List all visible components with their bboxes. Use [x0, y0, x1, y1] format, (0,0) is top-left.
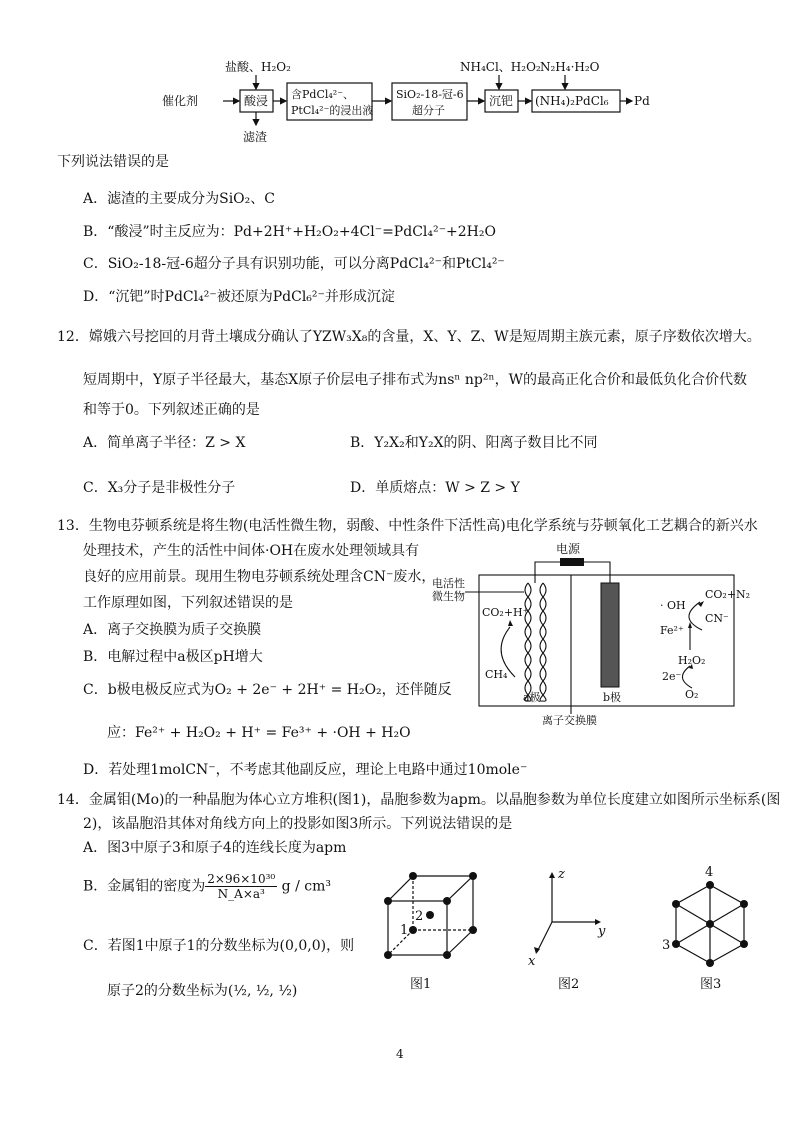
- electrode-a-coil: [525, 583, 546, 701]
- density-numerator: 2×96×10³⁰: [207, 872, 276, 886]
- q13-option-b: B．电解过程中a极区pH增大: [83, 649, 263, 665]
- crystal-figures: [370, 860, 750, 1000]
- label-h2o2: H₂O₂: [678, 654, 706, 667]
- q12-option-d: D．单质熔点：W > Z > Y: [350, 480, 520, 496]
- q14-option-c-line1: C．若图1中原子1的分数坐标为(0,0,0)，则: [83, 938, 355, 954]
- membrane-label: 离子交换膜: [542, 714, 597, 725]
- q13-option-c: C．b极电极反应式为O₂ + 2e⁻ + 2H⁺ = H₂O₂，还伴随反: [83, 682, 452, 698]
- flow-box-product: (NH₄)₂PdCl₆: [535, 94, 609, 108]
- q12-option-b: B．Y₂X₂和Y₂X的阴、阳离子数目比不同: [350, 435, 598, 451]
- power-source: [560, 558, 584, 566]
- q11-stem: 下列说法错误的是: [57, 154, 169, 170]
- q13-option-a: A．离子交换膜为质子交换膜: [83, 622, 262, 638]
- flow-box-leachate-1: 含PdCl₄²⁻、: [291, 88, 355, 101]
- process-flowchart: [160, 55, 660, 147]
- electrode-b-label: b极: [603, 691, 622, 704]
- q14-option-a: A．图3中原子3和原子4的连线长度为apm: [83, 840, 347, 856]
- flow-box-leachate-2: PtCl₄²⁻的浸出液: [291, 104, 374, 117]
- q11-option-b: B．“酸浸”时主反应为：Pd+2H⁺+H₂O₂+4Cl⁻=PdCl₄²⁻+2H₂O: [83, 224, 496, 240]
- microbe-label-1: 电活性: [432, 577, 465, 590]
- q14-option-b-prefix: B．金属钼的密度为: [83, 878, 206, 895]
- q12-option-a: A．简单离子半径：Z > X: [83, 435, 246, 451]
- q12-stem-line2: 短周期中，Y原子半径最大，基态X原子价层电子排布式为nsⁿ np²ⁿ，W的最高正化合价和最低负化合价代数: [83, 372, 747, 388]
- atom2-coordinate: (½, ½, ½): [227, 983, 298, 999]
- q11-option-a: A．滤渣的主要成分为SiO₂、C: [83, 191, 275, 207]
- q13-stem-line1: 13．生物电芬顿系统是将生物(电活性微生物，弱酸、中性条件下活性高)电化学系统与芬顿氧化工艺耦合的新兴水: [57, 518, 758, 534]
- atom-1-label: 1: [400, 923, 409, 938]
- atom-2-label: 2: [415, 909, 424, 924]
- bio-electro-fenton-diagram: [420, 540, 750, 725]
- density-denominator: N_A×a³: [217, 887, 265, 901]
- flow-residue: 滤渣: [243, 130, 268, 144]
- q14-option-c-line2: [107, 982, 297, 1000]
- flow-box-supramolecule-1: SiO₂-18-冠-6: [396, 88, 464, 101]
- flow-reagent-hydrazine: N₂H₄·H₂O: [540, 60, 600, 74]
- label-o2: O₂: [685, 688, 699, 701]
- flow-reagent-hcl: 盐酸、H₂O₂: [225, 60, 291, 74]
- q13-stem-line3: 良好的应用前景。现用生物电芬顿系统处理含CN⁻废水，: [83, 569, 436, 585]
- q12-option-c: C．X₃分子是非极性分子: [83, 480, 236, 496]
- q12-stem-line3: 和等于0。下列叙述正确的是: [83, 402, 260, 418]
- flow-box-precipitate: 沉钯: [489, 94, 514, 108]
- label-co2-h: CO₂+H⁺: [482, 606, 529, 619]
- atom-4-label: 4: [705, 865, 714, 880]
- q13-stem-line2: 处理技术，产生的活性中间体·OH在废水处理领域具有: [83, 543, 420, 559]
- label-fe2: Fe²⁺: [660, 624, 684, 637]
- flow-end: Pd: [634, 94, 650, 108]
- q11-option-d: D．“沉钯”时PdCl₄²⁻被还原为PdCl₆²⁻并形成沉淀: [83, 289, 395, 305]
- q13-stem-line4: 工作原理如图，下列叙述错误的是: [83, 595, 293, 611]
- microbe-label-2: 微生物: [432, 590, 465, 603]
- atom-3-label: 3: [662, 938, 671, 953]
- atom-dots: [384, 872, 748, 967]
- fig2-caption: 图2: [558, 977, 580, 992]
- page-number: 4: [396, 1047, 404, 1061]
- label-2e: 2e⁻: [662, 670, 682, 683]
- q13-option-d: D．若处理1molCN⁻，不考虑其他副反应，理论上电路中通过10mole⁻: [83, 762, 528, 778]
- electrode-b: [601, 583, 619, 687]
- flow-box-supramolecule-2: 超分子: [412, 104, 445, 117]
- electrode-a-label: a极: [523, 691, 541, 704]
- power-label: 电源: [556, 542, 581, 556]
- axis-x-label: x: [528, 954, 536, 969]
- density-unit: g / cm³: [281, 878, 331, 895]
- axis-z-label: z: [558, 867, 565, 882]
- q14-option-c-prefix: 原子2的分数坐标为: [107, 983, 228, 999]
- flow-start: 催化剂: [162, 94, 199, 108]
- fig3-caption: 图3: [700, 977, 722, 992]
- flow-reagent-nh4cl: NH₄Cl、H₂O₂: [460, 60, 541, 74]
- label-co2-n2: CO₂+N₂: [705, 588, 750, 601]
- fig1-caption: 图1: [410, 977, 432, 992]
- label-oh-radical: · OH: [660, 599, 686, 612]
- q14-stem-line2: 2)，该晶胞沿其体对角线方向上的投影如图3所示。下列说法错误的是: [83, 816, 513, 832]
- q13-option-c-cont: 应：Fe²⁺ + H₂O₂ + H⁺ = Fe³⁺ + ·OH + H₂O: [107, 725, 411, 741]
- label-cn: CN⁻: [705, 612, 729, 625]
- label-ch4: CH₄: [485, 668, 508, 681]
- axis-y-label: y: [598, 924, 606, 939]
- q12-stem-line1: 12．嫦娥六号挖回的月背土壤成分确认了YZW₃X₈的含量，X、Y、Z、W是短周期主族元素，原子序数依次增大。: [57, 329, 761, 345]
- q14-stem-line1: 14．金属钼(Mo)的一种晶胞为体心立方堆积(图1)，晶胞参数为apm。以晶胞参数为单位长度建立如图所示坐标系(图: [57, 792, 781, 808]
- q11-option-c: C．SiO₂-18-冠-6超分子具有识别功能，可以分离PdCl₄²⁻和PtCl₄²⁻: [83, 256, 505, 272]
- density-fraction: [205, 872, 277, 901]
- flow-box-acid-leach: 酸浸: [244, 94, 269, 108]
- q14-option-b: [83, 872, 331, 901]
